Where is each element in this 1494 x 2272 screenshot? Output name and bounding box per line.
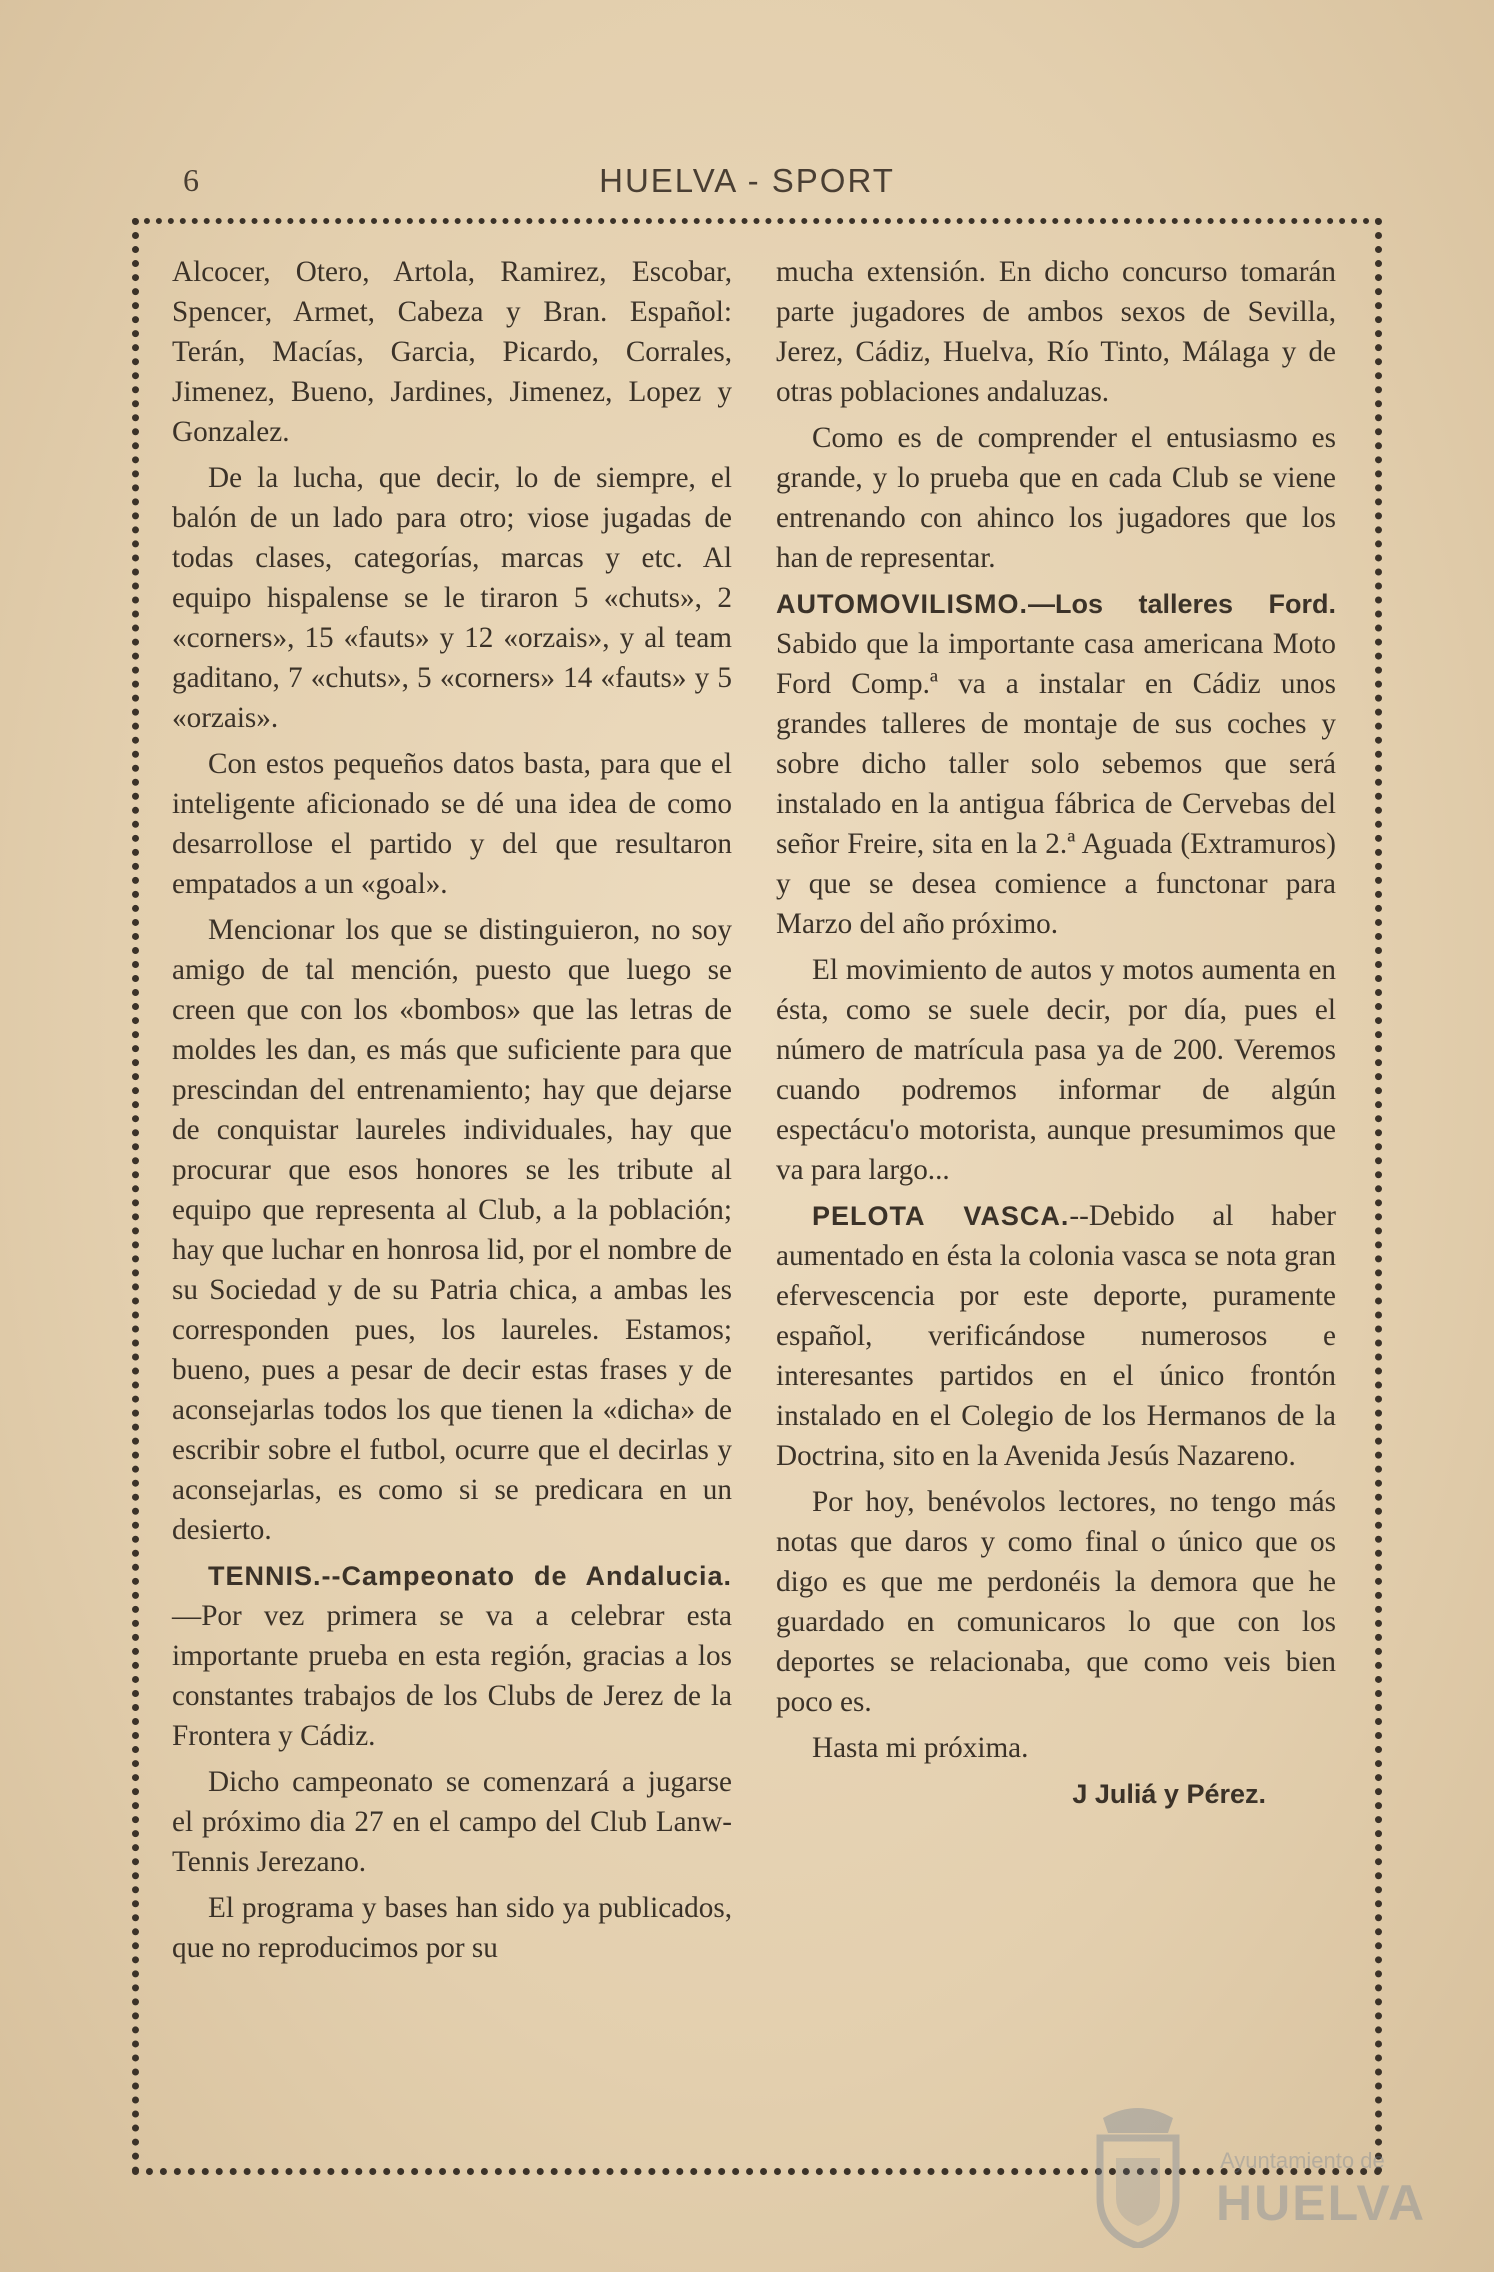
paragraph-opinion: Mencionar los que se distinguieron, no soy amigo de tal mención, puesto que luego se creen que con los «bombos» que las letras de moldes les dan, es más que suficiente para que prescindan del entrenamiento; hay que dejarse de conquistar laureles individuales, hay que procurar que esos honores se les tribute al equipo que representa al Club, a la población; hay que luchar en honrosa lid, por el nombre de su Sociedad y de su Patria chica, a ambas les corresponden pues, los laureles. Estamos; bueno, pues a pesar de decir estas frases y de aconsejarlas todos los que tienen la «dicha» de escribir sobre el futbol, ocurre que el decirlas y aconsejarlas, es como si se predicara en un desierto. (172, 914, 732, 1546)
paragraph-tennis (172, 1556, 732, 1756)
pelota-heading: PELOTA VASCA. (812, 1201, 1070, 1231)
automobilism-heading: AUTOMOVILISMO. (776, 589, 1029, 619)
pelota-text: --Debido al haber aumentado en ésta la colonia vasca se nota gran efervescencia por este deporte, puramente español, verificándose numerosos e interesantes partidos en el único frontón instalado en el Colegio de los Hermanos de la Doctrina, sito en la Avenida Jesús Nazareno. (776, 1200, 1336, 1472)
automobilism-subheading: —Los talleres Ford. (1028, 589, 1336, 619)
paragraph-enthusiasm: Como es de comprender el entusiasmo es grande, y lo prueba que en cada Club se viene entrenando con ahinco los jugadores que los han de representar. (776, 422, 1336, 574)
paragraph-closing: Por hoy, benévolos lectores, no tengo más notas que daros y como final o único que os digo es que me perdonéis la demora que he guardado en comunicaros lo que con los deportes se relacionaba, que como veis bien poco es. (776, 1486, 1336, 1718)
paragraph-pelota (776, 1196, 1336, 1476)
running-title: HUELVA - SPORT (599, 162, 895, 199)
signature-text: J Juliá y Pérez. (1072, 1779, 1266, 1809)
left-column (172, 252, 732, 2152)
watermark-line2: HUELVA (1216, 2175, 1427, 2231)
paragraph-lineup: Alcocer, Otero, Artola, Ramirez, Escobar, Spencer, Armet, Cabeza y Bran. Español: Terán, Macías, Garcia, Picardo, Corrales, Jimenez, Bueno, Jardines, Jimenez, Lopez y Gonzalez. (172, 256, 732, 448)
page-header (0, 162, 1494, 202)
paragraph-continuation: mucha extensión. En dicho concurso tomarán parte jugadores de ambos sexos de Sevilla, Jerez, Cádiz, Huelva, Río Tinto, Málaga y de otras poblaciones andaluzas. (776, 256, 1336, 408)
paragraph-farewell: Hasta mi próxima. (812, 1732, 1029, 1764)
signature (776, 1774, 1336, 1814)
paragraph-championship: Dicho campeonato se comenzará a jugarse el próximo dia 27 en el campo del Club Lanw-Tennis Jerezano. (172, 1766, 732, 1878)
watermark-line1: Ayuntamiento de (1220, 2148, 1385, 2173)
paragraph-summary: Con estos pequeños datos basta, para que el inteligente aficionado se dé una idea de como desarrollose el partido y del que resultaron empatados a un «goal». (172, 748, 732, 900)
tennis-text: —Por vez primera se va a celebrar esta importante prueba en esta región, gracias a los constantes trabajos de los Clubs de Jerez de la Frontera y Cádiz. (172, 1600, 732, 1752)
coat-of-arms-icon (1088, 2098, 1188, 2248)
paragraph-match: De la lucha, que decir, lo de siempre, el balón de un lado para otro; viose jugadas de todas clases, categorías, marcas y etc. Al equipo hispalense se le tiraron 5 «chuts», 2 «corners», 15 «fauts» y 12 «orzais», y al team gaditano, 7 «chuts», 5 «corners» 14 «fauts» y 5 «orzais». (172, 462, 732, 734)
tennis-heading: TENNIS.--Campeonato de Andalucia. (208, 1561, 732, 1591)
page-number: 6 (183, 162, 199, 198)
paragraph-motors: El movimiento de autos y motos aumenta en ésta, como se suele decir, por día, pues el número de matrícula pasa ya de 200. Veremos cuando podremos informar de algún espectácu'o motorista, aunque presumimos que va para largo... (776, 954, 1336, 1186)
archive-watermark (1088, 2078, 1428, 2268)
automobilism-text: Sabido que la importante casa americana Moto Ford Comp.ª va a instalar en Cádiz unos grandes talleres de montaje de sus coches y sobre dicho taller solo sebemos que será instalado en la antigua fábrica de Cervebas del señor Freire, sita en la 2.ª Aguada (Extramuros) y que se desea comience a functonar para Marzo del año próximo. (776, 628, 1336, 940)
paragraph-program: El programa y bases han sido ya publicados, que no reproducimos por su (172, 1892, 732, 1964)
paragraph-automobilism (776, 584, 1336, 944)
right-column (776, 252, 1336, 2152)
